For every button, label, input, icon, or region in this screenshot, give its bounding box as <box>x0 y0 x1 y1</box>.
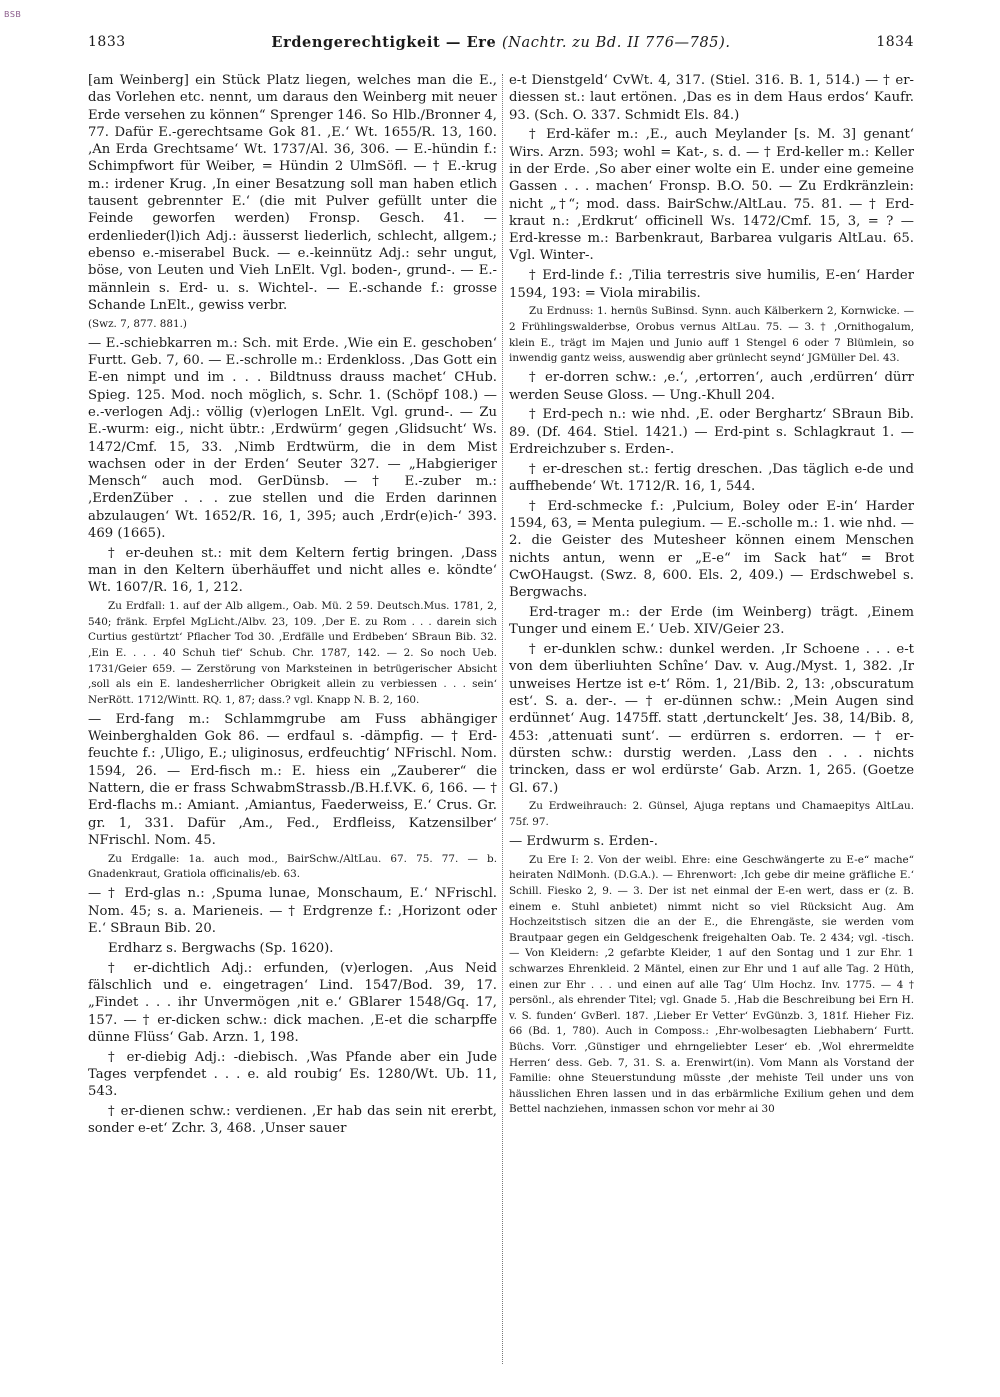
dictionary-entry: Zu Erdnuss: 1. hernüs SuBinsd. Synn. auch Kälberkern 2, Kornwicke. — 2 Frühlingswalderbse, Orobus vernus AltLau. 75. — 3. † ‚Ornithogalum, klein E., trägt im Majen und Junio auff 1 Stengel 6 oder 7 Blümlein, so inwendig gantz weiss, auswendig aber grünlecht seynd‘ JGMüller Del. 43. <box>509 305 914 365</box>
dictionary-entry: — Erd-fang m.: Schlammgrube am Fuss abhängiger Weinberghalden Gok 86. — erdfaul s. -dämpfig. — † Erd-feuchte f.: ‚Uligo, E.; uliginosus, erdfeuchtig‘ NFrischl. Nom. 1594, 26. — Erd-fisch m.: E. hiess ein „Zauberer“ die Nattern, die er frass SchwabmStrassb./B.H.f.VK. 6, 166. — † Erd-flachs m.: Amiant. ‚Amiantus, Faederweiss, E.‘ Crus. Gr. gr. 1, 331. Dafür ‚Am., Fed., Erdfleiss, Katzensilber‘ NFrischl. Nom. 45. <box>88 711 497 848</box>
left-column <box>88 72 497 1362</box>
running-title-main: Erdengerechtigkeit — Ere <box>271 34 497 51</box>
page-number-left: 1833 <box>88 34 126 50</box>
dictionary-entry: † er-dunklen schw.: dunkel werden. ‚Ir Schoene . . . e-t von dem überliuhten Schîne‘ Dav. v. Aug./Myst. 1, 382. ‚Ir unweises Hertze ist e-t‘ Röm. 1, 21/Bib. 2, 13: ‚obscuratum est‘. S. a. der-. — † er-dünnen schw.: ‚Mein Augen sind erdünnet‘ Aug. 1475ff. statt ‚dertunckelt‘ Jes. 38, 14/Bib. 8, 453: ‚attenuati sunt‘. — erdürren s. erdorren. — † er-dürsten schw.: durstig werden. ‚Lass den . . . nichts trincken, dass er wol erdürste‘ Gab. Arzn. 1, 265. (Goetze Gl. 67.) <box>509 642 914 796</box>
dictionary-entry: Zu Erdweihrauch: 2. Günsel, Ajuga reptans und Chamaepitys AltLau. 75f. 97. <box>509 800 914 828</box>
dictionary-entry: — † Erd-glas n.: ‚Spuma lunae, Monschaum, E.‘ NFrischl. Nom. 45; s. a. Marieneis. — † Erdgrenze f.: ‚Horizont oder E.‘ SBraun Bib. 20. <box>88 886 497 937</box>
dictionary-entry: † er-deuhen st.: mit dem Keltern fertig bringen. ‚Dass man in den Keltern überhäuffet und nicht alles e. köndte‘ Wt. 1607/R. 16, 1, 212. <box>88 545 497 596</box>
dictionary-entry: † er-dorren schw.: ‚e.‘, ‚ertorren‘, auch ‚erdürren‘ dürr werden Seuse Gloss. — Ung.-Khull 204. <box>509 370 914 403</box>
dictionary-entry: Erdharz s. Bergwachs (Sp. 1620). <box>108 940 334 956</box>
dictionary-entry: Zu Ere I: 2. Von der weibl. Ehre: eine Geschwängerte zu E-e“ mache“ heiraten NdlMonh. (D.G.A.). — Ehrenwort: ‚Ich gebe dir meine gräfliche E.‘ Schill. Fiesko 2, 9. — 3. Der ist net einmal der E-en wert, dass er (z. B. einem e. Stuhl anbietet) nimmt nicht so viel Rücksicht Aug. Am Hochzeitstisch sitzen die an der E., die Ehrengäste, sie werden vom Brautpaar gegen ein Geldgeschenk freigehalten Oab. Te. 2 434; vgl. -tisch. — Von Kleidern: ‚2 gefarbte Kleider, 1 auf den Sontag und 1 zur Ehr. 1 schwarzes Ehrenkleid. 2 Mäntel, einen zur Ehr und 1 auf alle Tag. 2 Hüth, einen zur Ehr . . . und einen auf alle Tag‘ Ulm Hochz. Inv. 1775. — 4 † persönl., als ehrender Titel; vgl. Gnade 5. ‚Hab die Beschreibung bei Ern H. v. S. funden‘ GvBerl. 187. ‚Lieber Er Vetter‘ EvGünzb. 3, 181f. Hieher Fiz. 66 (Bd. 1, 780). Auch in Composs.: ‚Ehr-wolbesagten Liebhabern‘ Furtt. Büchs. Vorr. ‚Günstiger und ehrngeliebter Leser‘ eb. ‚Wol ehrermeldte Herren‘ dess. Geb. 7, 31. S. a. Erenwirt(in). Vom Mann als Vorstand der Familie: ohne Steuerstundung müsste ‚der mehiste Teil under uns von häusslichen Ehren lassen und in das erbärmliche Exilium gehen und dem Bettel nachziehen, inmassen schon vor mehr ai 30 <box>509 853 914 1116</box>
dictionary-entry: e-t Dienstgeld‘ CvWt. 4, 317. (Stiel. 316. B. 1, 514.) — † er-diessen st.: laut ertönen. ‚Das es in dem Haus erdos‘ Kaufr. 93. (Sch. O. 337. Schmidt Els. 84.) <box>509 73 914 123</box>
dictionary-entry: † er-dreschen st.: fertig dreschen. ‚Das täglich e-de und auffhebende‘ Wt. 1712/R. 16, 1, 544. <box>509 461 914 495</box>
dictionary-entry: (Swz. 7, 877. 881.) <box>88 317 187 330</box>
dictionary-entry: † Erd-käfer m.: ‚E., auch Meylander [s. M. 3] genant‘ Wirs. Arzn. 593; wohl = Kat-, s. d. — † Erd-keller m.: Keller in der Erde. ‚So aber einer wolte ein E. under eine gemeine Gassen . . . machen‘ Fronsp. B.O. 50. — Zu Erdkränzlein: nicht „†“; mod. dass. BairSchw./AltLau. 75. 81. — † Erd-kraut n.: ‚Erdkrut‘ officinell Ws. 1472/Cmf. 15, 3, = ? — Erd-kresse m.: Barbenkraut, Barbarea vulgaris AltLau. 65. Vgl. Winter-. <box>509 127 914 264</box>
dictionary-entry: † Erd-linde f.: ‚Tilia terrestris sive humilis, E-en‘ Harder 1594, 193: = Viola mirabilis. <box>509 268 914 301</box>
page-header <box>88 34 914 56</box>
dictionary-entry: † Erd-schmecke f.: ‚Pulcium, Boley oder E-in‘ Harder 1594, 63, = Menta pulegium. — E.-scholle m.: 1. wie nhd. — 2. die Geister des Mutesheer können einem Menschen nichts antun, wenn er „E-e“ im Sack hat“ = Brot CwOHaugst. (Swz. 8, 600. Els. 2, 409.) — Erdschwebel s. Bergwachs. <box>509 498 914 601</box>
dictionary-entry: Zu Erdgalle: 1a. auch mod., BairSchw./AltLau. 67. 75. 77. — b. Gnadenkraut, Gratiola officinalis/eb. 63. <box>88 852 497 881</box>
library-watermark: BSB <box>4 10 22 19</box>
right-column <box>509 72 914 1362</box>
running-title-note: (Nachtr. zu Bd. II 776—785). <box>502 35 731 51</box>
column-divider <box>502 74 503 1364</box>
dictionary-entry: Zu Erdfall: 1. auf der Alb allgem., Oab. Mü. 2 59. Deutsch.Mus. 1781, 2, 540; fränk. Erpfel MgLicht./Albv. 23, 109. ‚Der E. zu Rom . . . darein sich Curtius gestürtzt‘ Pflacher Tod 30. ‚Erdfälle und Erdbeben‘ SBraun Bib. 32. ‚Ein E. . . . 40 Schuh tief‘ Schub. Chr. 1787, 142. — 2. So noch Ueb. 1731/Geier 659. — Zerstörung von Marksteinen in betrügerischer Absicht ‚soll als ein E. landesherrlicher Obrigkeit allein zu verbiessen . . . sein‘ NerRött. 1712/Wintt. RQ. 1, 87; dass.? vgl. Knapp N. B. 2, 160. <box>88 600 497 706</box>
dictionary-entry: † er-dichtlich Adj.: erfunden, (v)erlogen. ‚Aus Neid fälschlich und e. eingetragen‘ Lind. 1547/Bod. 39, 17. „Findet . . . ihr Unvermögen ‚nit e.‘ GBlarer 1548/Gq. 17, 157. — † er-dicken schw.: dick machen. ‚E-et die scharpffe dünne Flüss‘ Gab. Arzn. 1, 198. <box>88 960 497 1045</box>
dictionary-entry: Erd-trager m.: der Erde (im Weinberg) trägt. ‚Einem Tunger und einem E.‘ Ueb. XIV/Geier 23. <box>509 605 914 638</box>
page-number-right: 1834 <box>876 34 914 50</box>
dictionary-entry: [am Weinberg] ein Stück Platz liegen, welches man die E., das Vorlehen etc. nennt, um daraus den Weinberg mit neuer Erde versehen zu können“ Sprenger 146. So Hlb./Bronner 4, 77. Dafür E.-gerechtsame Gok 81. ‚E.‘ Wt. 1655/R. 13, 160. ‚An Erda Grechtsame‘ Wt. 1737/Al. 36, 306. — E.-hündin f.: Schimpfwort für Weiber, = Hündin 2 UlmSöfl. — † E.-krug m.: irdener Krug. ‚In einer Besatzung soll man haben etlich tausent gebrennter E.‘ (die mit Pulver gefüllt unter die Feinde geworfen werden) Fronsp. Gesch. 41. — erdenlieder(l)ich Adj.: äusserst liederlich, schlecht, allgem.; ebenso e.-miserabel Buck. — e.-keinnütz Adj.: sehr ungut, böse, von Leuten und Vieh LnElt. Vgl. boden-, grund-. — E.-männlein s. Erd- u. s. Wichtel-. — E.-schande f.: grosse Schande LnElt., gewiss verbr. <box>88 73 497 313</box>
dictionary-entry: — Erdwurm s. Erden-. <box>509 834 659 850</box>
dictionary-entry: — E.-schiebkarren m.: Sch. mit Erde. ‚Wie ein E. geschoben‘ Furtt. Geb. 7, 60. — E.-schrolle m.: Erdenkloss. ‚Das Gott ein E-en nimpt und im . . . Bildtnuss drauss machet‘ CHub. Spieg. 125. Mod. noch möglich, s. Schr. 1. (Schöpf 108.) — e.-verlogen Adj.: völlig (v)erlogen LnElt. Vgl. grund-. — Zu E.-wurm: eig., nicht übtr.: ‚Erdwürm‘ gegen ‚Glidsucht‘ Ws. 1472/Cmf. 15, 33. ‚Nimb Erdtwürm, die in dem Mist wachsen oder in der Erden‘ Seuter 327. — „Habgieriger Mensch“ auch mod. GerDünsb. — † E.-zuber m.: ‚ErdenZüber . . . zue stellen und die Erden darinnen abzulaugen‘ Wt. 1652/R. 16, 1, 395; auch ‚Erdr(e)ich-‘ 393. 469 (1665). <box>88 335 497 542</box>
dictionary-entry: † er-diebig Adj.: -diebisch. ‚Was Pfande aber ein Jude Tages verpfendet . . . e. ald roubig‘ Es. 1280/Wt. Ub. 11, 543. <box>88 1049 497 1100</box>
dictionary-entry: † Erd-pech n.: wie nhd. ‚E. oder Berghartz‘ SBraun Bib. 89. (Df. 464. Stiel. 1421.) — Erd-pint s. Schlagkraut 1. — Erdreichzuber s. Erden-. <box>509 407 914 457</box>
running-title <box>88 34 914 51</box>
dictionary-entry: † er-dienen schw.: verdienen. ‚Er hab das sein nit ererbt, sonder e-et‘ Zchr. 3, 468. ‚Unser sauer <box>88 1103 497 1137</box>
